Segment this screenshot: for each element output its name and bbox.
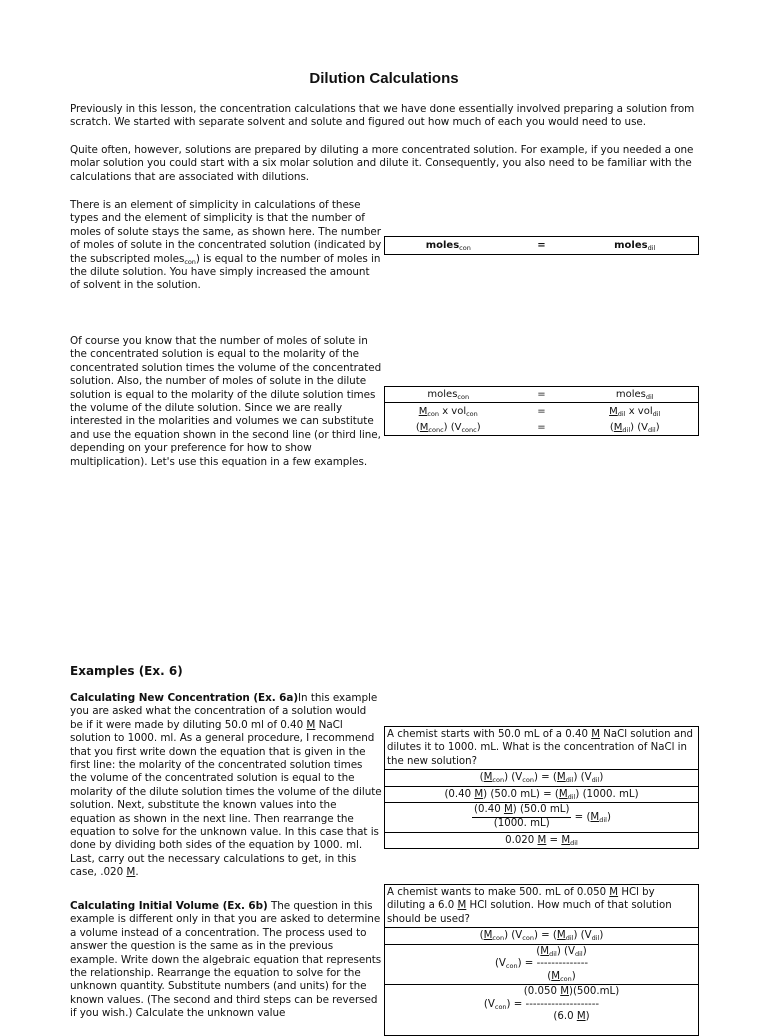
example-6b-step-2: $(M_{dil})$ $(V_{dil})$ $(V_{con})$ = -------------- $(M_{con})$ — [385, 944, 698, 985]
moles-equation-row — [385, 237, 698, 254]
example-6b-step-3: (0.050 M)(500.mL) $(V_{con})$ = -------------------- (6.0 M) — [385, 984, 698, 1025]
example-6a-question: A chemist starts with 50.0 mL of a 0.40 M NaCl solution and dilutes it to 1000. mL. What is the concentration of NaCl in the new solution? — [387, 729, 694, 767]
equals-sign: = — [537, 240, 546, 251]
moles-con-cell: moles$_{con}$ — [425, 240, 471, 252]
simplicity-text-a: There is an element of simplicity in calculations of these types and the element of simplicity is that the number of moles of solute stays the same, as shown here. The number of moles of solute in the concentrated solution (indicated by the subscripted moles — [70, 199, 382, 265]
equation-row-parenthesized: $(M_{conc})$ $(V_{conc})$ = $(M_{dil})$ $(V_{dil})$ — [415, 422, 660, 434]
example-6a-problem-box — [384, 726, 699, 849]
page-title: Dilution Calculations — [309, 70, 459, 87]
example-6a-heading: Calculating New Concentration (Ex. 6a) — [70, 692, 299, 704]
intro-paragraph-2: Quite often, however, solutions are prepared by diluting a more concentrated solution. For example, if you needed a one molar solution you could start with a six molar solution and dilute it. Consequently, you also need to be familiar with the calculations that are associated with dilutions. — [70, 144, 694, 183]
example-6a-paragraph: Calculating New Concentration (Ex. 6a)In this example you are asked what the concentration of a solution would be if it were made by diluting 50.0 ml of 0.40 M NaCl solution to 1000. ml. As a general procedure, I recommend that you first write down the equation that is given in the first line: the molarity of the concentrated solution times the volume of the concentrated solution is equal to the molarity of the dilute solution times the volume of the dilute solution. Next, substitute the known values into the equation as shown in the next line. Then rearrange the equation to solve for the unknown value. In this case that is done by dividing both sides of the equation by 1000. ml. Last, carry out the necessary calculations to get, in this case, .020 M. — [70, 692, 382, 879]
example-6a-step-2: (0.40 M) (50.0 $mL) = (M_{dil})$ (1000. mL) — [385, 786, 698, 802]
molarity-paragraph: Of course you know that the number of moles of solute in the concentrated solution is equal to the molarity of the concentrated solution times the volume of the concentrated solution. Also, the number of moles of solute in the dilute solution is equal to the molarity of the dilute solution times the volume of the dilute solution. Since we are really interested in the molarities and volumes we can substitute and use the equation shown in the second line (or third line, depending on your preference for how to show multiplication). Let's use this equation in a few examples. — [70, 335, 382, 468]
example-6b-problem-box — [384, 884, 699, 1036]
example-6a-step-1: $(M_{con}) (V_{con}) = (M_{dil})$ $(V_{dil})$ — [385, 769, 698, 785]
simplicity-paragraph — [70, 199, 382, 293]
dilution-equation-box — [384, 386, 699, 436]
examples-heading: Examples (Ex. 6) — [70, 664, 183, 678]
moles-dil-cell: moles$_{dil}$ — [614, 240, 656, 252]
example-6a-step-3: $\frac{(0.40 M) (50.0 mL)}{(1000. mL)}$ = $(M_{dil})$ — [385, 802, 698, 832]
example-6b-step-1: $(M_{con}) (V_{con}) = (M_{dil})$ $(V_{dil})$ — [385, 927, 698, 943]
example-6b-question: A chemist wants to make 500. mL of 0.050 M HCl by diluting a 6.0 M HCl solution. How much of that solution should be used? — [387, 887, 672, 925]
equation-row-molarity-volume: $M_{con}$ x vol$_{con}$ = $M_{dil}$ x vol$_{dil}$ — [385, 402, 698, 420]
intro-paragraph-1: Previously in this lesson, the concentration calculations that we have done essentially involved preparing a solution from scratch. We started with separate solvent and solute and figured out how much of each you would need to use. — [70, 103, 695, 129]
example-6b-heading: Calculating Initial Volume (Ex. 6b) — [70, 900, 268, 912]
moles-equation-box — [384, 236, 699, 255]
simplicity-sub: con — [184, 257, 196, 266]
example-6b-paragraph: Calculating Initial Volume (Ex. 6b) The question in this example is different only in that you are asked to determine a volume instead of a concentration. The process used to answer the question is the same as in the previous example. Write down the algebraic equation that represents the relationship. Rearrange the equation to solve for the unknown quantity. Substitute numbers (and units) for the known values. (The second and third steps can be reversed if you wish.) Calculate the unknown value — [70, 900, 382, 1020]
simplicity-text-b: ) is equal to the number of moles in the dilute solution. You have simply increased the amount of solvent in the solution. — [70, 252, 381, 292]
equation-row-moles: moles$_{con}$ = moles$_{dil}$ — [427, 389, 654, 401]
example-6a-answer: 0.020 $M = M_{dil}$ — [385, 832, 698, 848]
